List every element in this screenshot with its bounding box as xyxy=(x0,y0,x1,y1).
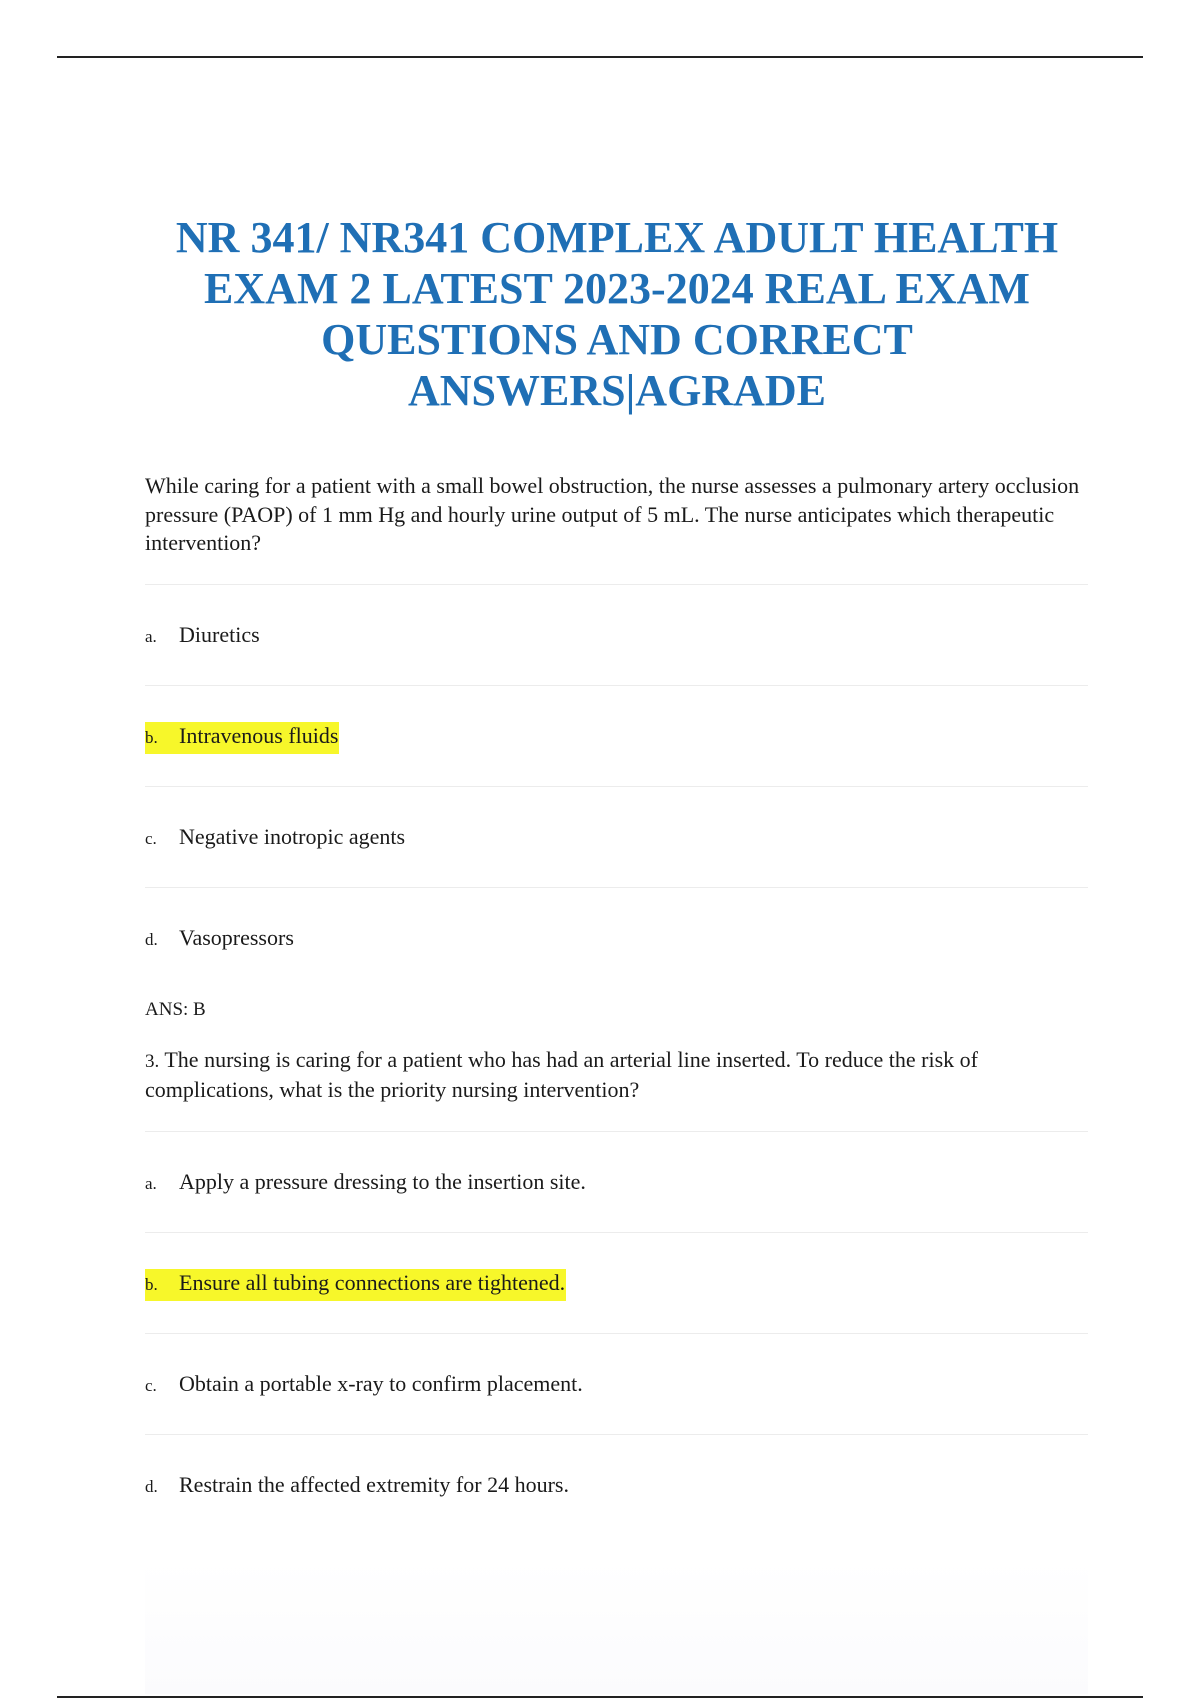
option-b xyxy=(145,1233,1088,1333)
document-title: NR 341/ NR341 COMPLEX ADULT HEALTH EXAM 2 LATEST 2023-2024 REAL EXAM QUESTIONS AND CORRECT ANSWERS|AGRADE xyxy=(175,213,1059,415)
option-b xyxy=(145,686,1088,786)
question-prompt xyxy=(145,1046,1088,1105)
option-letter: c. xyxy=(145,828,157,848)
option-letter: b. xyxy=(145,1274,158,1294)
bottom-rule xyxy=(57,1696,1143,1698)
option-content xyxy=(145,823,406,855)
answer-options xyxy=(145,1131,1088,1535)
question-block xyxy=(145,1046,1088,1535)
option-text: Apply a pressure dressing to the insertion site. xyxy=(179,1168,586,1194)
top-rule xyxy=(57,56,1143,58)
option-text: Vasopressors xyxy=(179,924,294,950)
question-block xyxy=(145,472,1088,1024)
option-text: Obtain a portable x-ray to confirm placement. xyxy=(179,1370,583,1396)
option-c xyxy=(145,787,1088,887)
option-letter: c. xyxy=(145,1375,157,1395)
page-continuation-area xyxy=(145,1560,1088,1694)
option-text: Intravenous fluids xyxy=(179,722,339,748)
option-text: Restrain the affected extremity for 24 hours. xyxy=(179,1471,569,1497)
option-c xyxy=(145,1334,1088,1434)
option-content xyxy=(145,621,261,653)
option-letter: a. xyxy=(145,1173,157,1193)
question-number: 3. xyxy=(145,1050,160,1072)
question-text: While caring for a patient with a small bowel obstruction, the nurse assesses a pulmonary artery occlusion pressure (PAOP) of 1 mm Hg and hourly urine output of 5 mL. The nurse anticipates which therapeutic intervention? xyxy=(145,473,1080,555)
option-d xyxy=(145,888,1088,988)
option-text: Ensure all tubing connections are tightened. xyxy=(179,1269,566,1295)
option-letter: d. xyxy=(145,1476,158,1496)
highlighted-option xyxy=(145,722,339,754)
option-letter: a. xyxy=(145,626,157,646)
option-content xyxy=(145,924,295,956)
question-text: The nursing is caring for a patient who has had an arterial line inserted. To reduce the risk of complications, what is the priority nursing intervention? xyxy=(145,1046,978,1102)
option-a xyxy=(145,1132,1088,1232)
option-letter: d. xyxy=(145,929,158,949)
option-letter: b. xyxy=(145,727,158,747)
option-text: Diuretics xyxy=(179,621,260,647)
highlighted-option xyxy=(145,1269,566,1301)
document-body xyxy=(145,472,1088,1535)
answer-key: ANS: B xyxy=(145,998,206,1020)
option-content xyxy=(145,1471,570,1503)
option-d xyxy=(145,1435,1088,1535)
answer-options xyxy=(145,584,1088,988)
option-text: Negative inotropic agents xyxy=(179,823,406,849)
option-content xyxy=(145,1168,587,1200)
option-a xyxy=(145,585,1088,685)
option-content xyxy=(145,1370,584,1402)
